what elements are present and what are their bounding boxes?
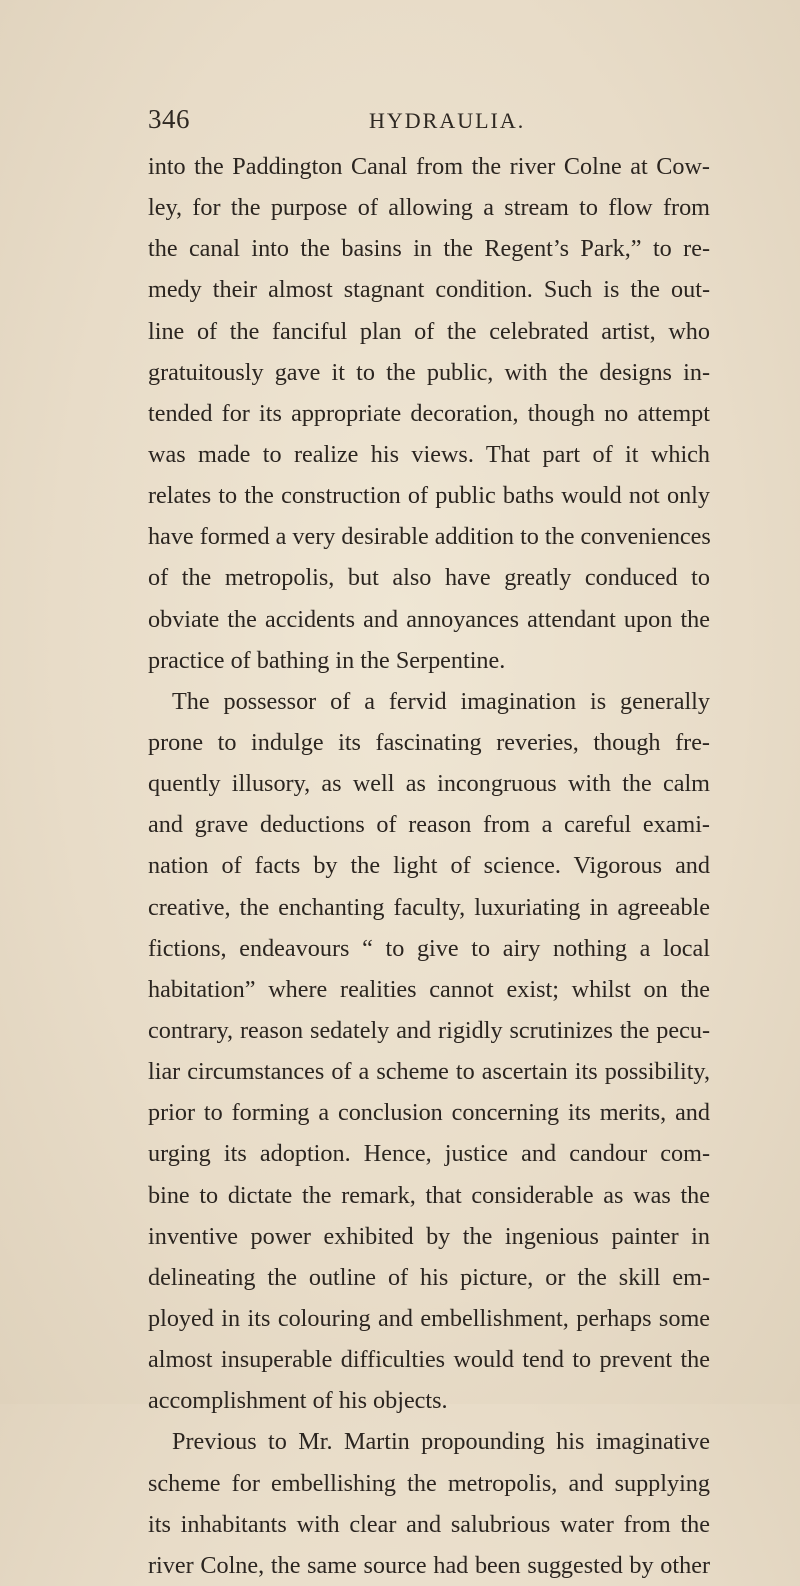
text-line: line of the fanciful plan of the celebrated artist, who — [148, 317, 710, 345]
text-line: delineating the outline of his picture, or the skill em- — [148, 1263, 710, 1291]
text-line: Previous to Mr. Martin propounding his imaginative — [172, 1428, 710, 1456]
text-line: prior to forming a conclusion concerning its merits, and — [148, 1099, 710, 1127]
text-line: scheme for embellishing the metropolis, and supplying — [148, 1469, 710, 1497]
text-line: habitation” where realities cannot exist; whilst on the — [148, 975, 710, 1003]
text-line: of the metropolis, but also have greatly conduced to — [148, 564, 710, 592]
text-line: prone to indulge its fascinating reveries, though fre- — [148, 728, 710, 756]
text-line: fictions, endeavours “ to give to airy nothing a local — [148, 934, 710, 962]
text-line: and grave deductions of reason from a careful exami- — [148, 811, 710, 839]
text-line: practice of bathing in the Serpentine. — [148, 646, 506, 674]
text-line: bine to dictate the remark, that considerable as was the — [148, 1181, 710, 1209]
text-line: almost insuperable difficulties would tend to prevent the — [148, 1346, 710, 1374]
text-line: accomplishment of his objects. — [148, 1387, 448, 1415]
text-line: medy their almost stagnant condition. Such is the out- — [148, 276, 710, 304]
text-line: obviate the accidents and annoyances attendant upon the — [148, 605, 710, 633]
text-line: river Colne, the same source had been suggested by other — [148, 1551, 710, 1579]
running-title: HYDRAULIA. — [369, 108, 526, 133]
text-line: the canal into the basins in the Regent’s Park,” to re- — [148, 235, 710, 263]
text-line: tended for its appropriate decoration, though no attempt — [148, 399, 710, 427]
text-line: gratuitously gave it to the public, with the designs in- — [148, 358, 710, 386]
text-line: have formed a very desirable addition to the conveniences — [148, 523, 711, 551]
text-line: ley, for the purpose of allowing a stream to flow from — [148, 194, 710, 222]
text-line: was made to realize his views. That part of it which — [148, 440, 710, 468]
text-line: ployed in its colouring and embellishment, perhaps some — [148, 1304, 710, 1332]
page-number: 346 — [148, 104, 190, 134]
text-line: The possessor of a fervid imagination is generally — [172, 687, 710, 715]
text-line: creative, the enchanting faculty, luxuriating in agreeable — [148, 893, 710, 921]
text-line: relates to the construction of public baths would not only — [148, 482, 710, 510]
text-line: into the Paddington Canal from the river Colne at Cow- — [148, 153, 710, 180]
running-head — [148, 104, 708, 140]
text-line: nation of facts by the light of science. Vigorous and — [148, 852, 710, 880]
text-line: urging its adoption. Hence, justice and candour com- — [148, 1140, 710, 1168]
text-line: its inhabitants with clear and salubrious water from the — [148, 1510, 710, 1538]
text-line: inventive power exhibited by the ingenious painter in — [148, 1222, 710, 1250]
text-line: liar circumstances of a scheme to ascertain its possibility, — [148, 1058, 710, 1086]
text-line: contrary, reason sedately and rigidly scrutinizes the pecu- — [148, 1016, 710, 1044]
text-line: quently illusory, as well as incongruous with the calm — [148, 770, 710, 798]
body-text — [148, 146, 710, 1586]
